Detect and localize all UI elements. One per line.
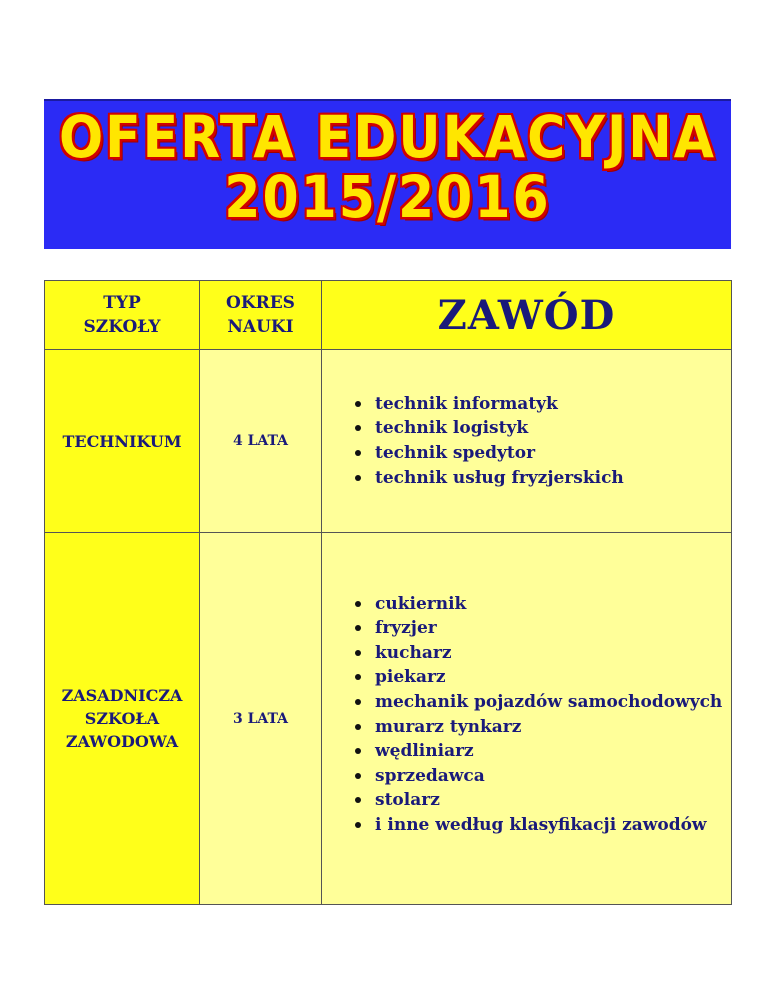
list-item: stolarz bbox=[355, 788, 731, 813]
list-item: technik usług fryzjerskich bbox=[355, 466, 731, 491]
header-study-period-line1: OKRES bbox=[226, 293, 295, 313]
list-item: kucharz bbox=[355, 641, 731, 666]
school-type-name-line3: ZAWODOWA bbox=[65, 732, 179, 751]
list-item: technik spedytor bbox=[355, 441, 731, 466]
table-row bbox=[45, 533, 732, 905]
list-item: i inne według klasyfikacji zawodów bbox=[355, 813, 731, 838]
list-item: cukiernik bbox=[355, 592, 731, 617]
profession-list bbox=[322, 392, 731, 490]
table-row bbox=[45, 350, 732, 533]
list-item: piekarz bbox=[355, 665, 731, 690]
school-type-cell bbox=[45, 533, 200, 905]
list-item: sprzedawca bbox=[355, 764, 731, 789]
school-type-name: TECHNIKUM bbox=[62, 431, 182, 451]
list-item: wędliniarz bbox=[355, 739, 731, 764]
study-period-cell: 3 LATA bbox=[200, 533, 322, 905]
table-header-row bbox=[45, 281, 732, 350]
header-study-period-line2: NAUKI bbox=[227, 317, 294, 337]
list-item: technik informatyk bbox=[355, 392, 731, 417]
profession-cell bbox=[322, 350, 732, 533]
header-profession: ZAWÓD bbox=[322, 281, 732, 350]
education-offer-table bbox=[44, 280, 732, 905]
list-item: fryzjer bbox=[355, 616, 731, 641]
header-school-type bbox=[45, 281, 200, 350]
header-study-period bbox=[200, 281, 322, 350]
header-school-type-line1: TYP bbox=[103, 293, 141, 313]
title-banner bbox=[44, 99, 731, 249]
profession-list bbox=[322, 592, 731, 838]
study-period-cell: 4 LATA bbox=[200, 350, 322, 533]
banner-year: 2015/2016 bbox=[224, 164, 551, 232]
list-item: technik logistyk bbox=[355, 416, 731, 441]
list-item: murarz tynkarz bbox=[355, 715, 731, 740]
banner-title: OFERTA EDUKACYJNA bbox=[58, 104, 717, 172]
school-type-cell bbox=[45, 350, 200, 533]
school-type-name-line2: SZKOŁA bbox=[84, 709, 160, 728]
school-type-name-line1: ZASADNICZA bbox=[61, 686, 183, 705]
list-item: mechanik pojazdów samochodowych bbox=[355, 690, 731, 715]
profession-cell bbox=[322, 533, 732, 905]
header-school-type-line2: SZKOŁY bbox=[83, 317, 161, 337]
